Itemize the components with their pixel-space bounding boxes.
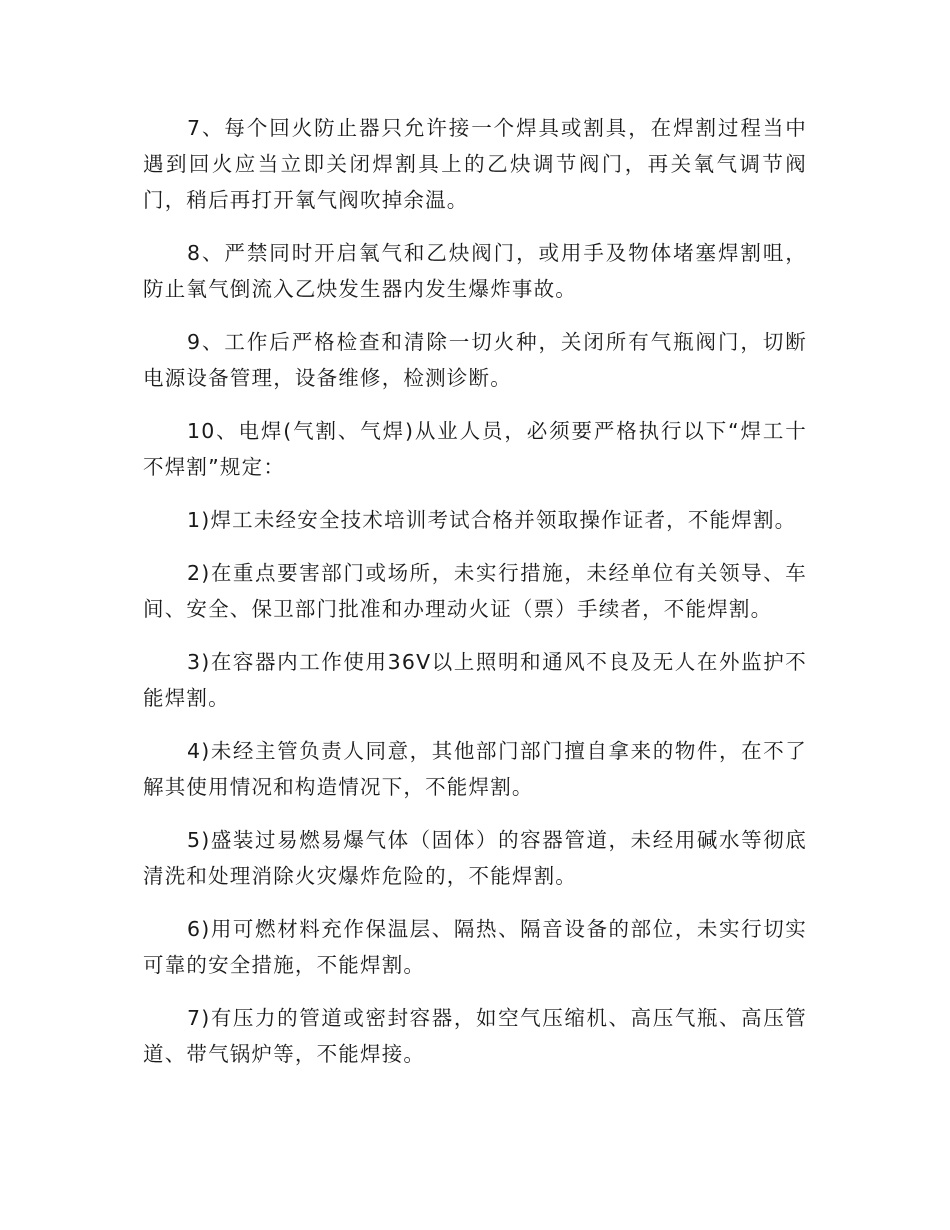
rule-item-5: 5)盛装过易燃易爆气体（固体）的容器管道，未经用碱水等彻底清洗和处理消除火灾爆炸危险的，不能焊割。 xyxy=(143,828,807,888)
paragraph-10: 10、电焊(气割、气焊)从业人员，必须要严格执行以下“焊工十不焊割”规定： xyxy=(143,419,807,479)
document-body xyxy=(143,110,807,1089)
rule-item-4: 4)未经主管负责人同意，其他部门部门擅自拿来的物件，在不了解其使用情况和构造情况下，不能焊割。 xyxy=(143,739,807,799)
rule-item-7: 7)有压力的管道或密封容器，如空气压缩机、高压气瓶、高压管道、带气锅炉等，不能焊接。 xyxy=(143,1006,807,1066)
rule-item-1: 1)焊工未经安全技术培训考试合格并领取操作证者，不能焊割。 xyxy=(187,508,797,532)
paragraph-7: 7、每个回火防止器只允许接一个焊具或割具，在焊割过程当中遇到回火应当立即关闭焊割具上的乙炔调节阀门，再关氧气调节阀门，稍后再打开氧气阀吹掉余温。 xyxy=(143,116,807,212)
paragraph-8: 8、严禁同时开启氧气和乙炔阀门，或用手及物体堵塞焊割咀，防止氧气倒流入乙炔发生器内发生爆炸事故。 xyxy=(143,241,807,301)
rule-item-2: 2)在重点要害部门或场所，未实行措施，未经单位有关领导、车间、安全、保卫部门批准和办理动火证（票）手续者，不能焊割。 xyxy=(143,561,807,621)
rule-item-3: 3)在容器内工作使用36V以上照明和通风不良及无人在外监护不能焊割。 xyxy=(143,650,807,710)
rule-item-6: 6)用可燃材料充作保温层、隔热、隔音设备的部位，未实行切实可靠的安全措施，不能焊割。 xyxy=(143,917,807,977)
paragraph-9: 9、工作后严格检查和清除一切火种，关闭所有气瓶阀门，切断电源设备管理，设备维修，检测诊断。 xyxy=(143,330,807,390)
